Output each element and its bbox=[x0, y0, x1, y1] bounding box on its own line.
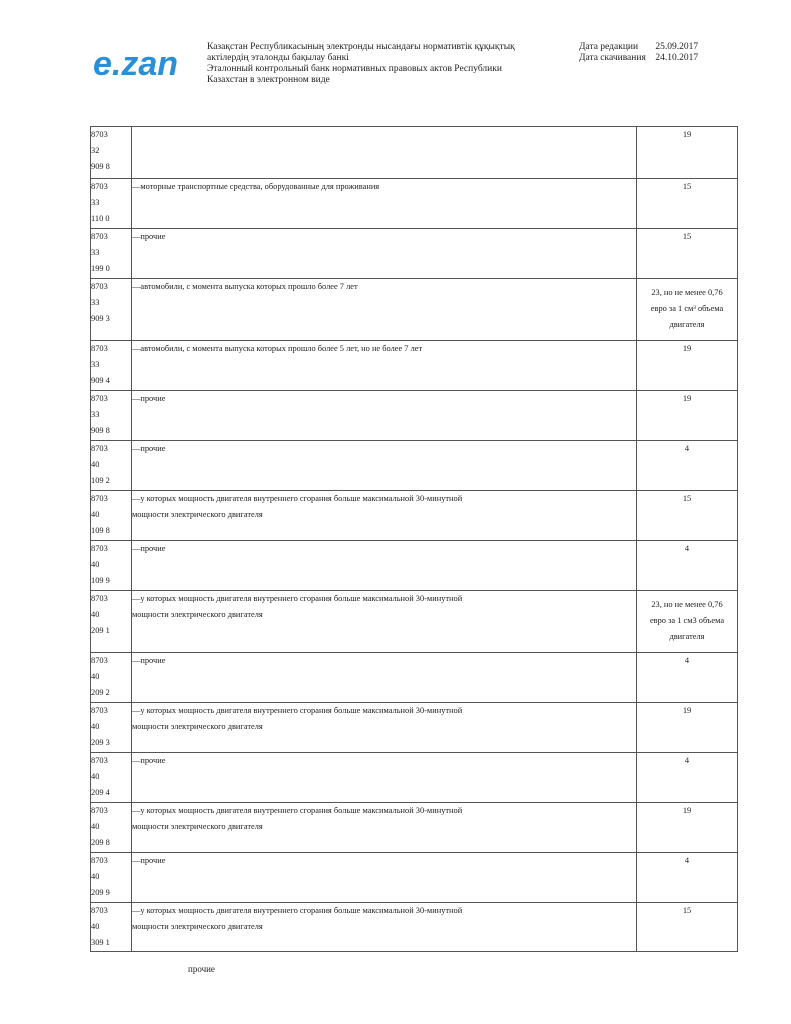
goods-description bbox=[132, 591, 637, 653]
code-part: 33 bbox=[91, 198, 100, 207]
code-part: 109 8 bbox=[91, 526, 110, 535]
header-line: Казақстан Республикасының электронды нысандағы нормативтік құқықтық bbox=[207, 42, 515, 52]
code-part: 8703 bbox=[91, 594, 108, 603]
code-part: 199 0 bbox=[91, 264, 110, 273]
code-part: 33 bbox=[91, 298, 100, 307]
table-row bbox=[91, 803, 738, 853]
code-part: 309 1 bbox=[91, 938, 110, 947]
duty-rate bbox=[637, 903, 738, 952]
duty-rate bbox=[637, 541, 738, 591]
rate-line: 15 bbox=[682, 906, 692, 915]
description-line: —автомобили, с момента выпуска которых прошло более 7 лет bbox=[132, 282, 358, 291]
tnved-code bbox=[91, 753, 132, 803]
footer-text: прочие bbox=[188, 964, 215, 974]
table-row bbox=[91, 229, 738, 279]
code-part: 40 bbox=[91, 672, 100, 681]
code-part: 209 4 bbox=[91, 788, 110, 797]
header-line: Казахстан в электронном виде bbox=[207, 75, 330, 85]
download-date-row bbox=[579, 53, 698, 64]
download-date-label: Дата скачивания bbox=[579, 53, 646, 63]
tnved-code bbox=[91, 853, 132, 903]
tnved-code bbox=[91, 127, 132, 179]
code-part: 109 2 bbox=[91, 476, 110, 485]
description-line: —прочие bbox=[132, 656, 166, 665]
code-part: 40 bbox=[91, 460, 100, 469]
rate-line: 15 bbox=[682, 182, 692, 191]
duty-rate bbox=[637, 179, 738, 229]
description-line: мощности электрического двигателя bbox=[132, 510, 263, 519]
tnved-code bbox=[91, 591, 132, 653]
code-part: 40 bbox=[91, 922, 100, 931]
description-line: —у которых мощность двигателя внутреннего сгорания больше максимальной 30-минутной bbox=[132, 706, 463, 715]
rate-line: двигателя bbox=[669, 320, 705, 329]
duty-rate bbox=[637, 491, 738, 541]
rate-line: 4 bbox=[684, 544, 690, 553]
tnved-code bbox=[91, 903, 132, 952]
code-part: 33 bbox=[91, 248, 100, 257]
code-part: 33 bbox=[91, 360, 100, 369]
code-part: 8703 bbox=[91, 756, 108, 765]
code-part: 110 0 bbox=[91, 214, 110, 223]
header-line: Эталонный контрольный банк нормативных правовых актов Республики bbox=[207, 64, 502, 74]
table-row bbox=[91, 903, 738, 952]
header-dates bbox=[579, 42, 698, 64]
duty-rate bbox=[637, 653, 738, 703]
code-part: 209 1 bbox=[91, 626, 110, 635]
table-row bbox=[91, 179, 738, 229]
tnved-code bbox=[91, 803, 132, 853]
edit-date-value: 25.09.2017 bbox=[655, 42, 699, 52]
code-part: 909 3 bbox=[91, 314, 110, 323]
goods-description bbox=[132, 703, 637, 753]
rate-line: 15 bbox=[682, 494, 692, 503]
description-line: —прочие bbox=[132, 444, 166, 453]
goods-description bbox=[132, 127, 637, 179]
code-part: 8703 bbox=[91, 806, 108, 815]
description-line: —прочие bbox=[132, 544, 166, 553]
code-part: 209 9 bbox=[91, 888, 110, 897]
goods-description bbox=[132, 229, 637, 279]
download-date-value: 24.10.2017 bbox=[655, 53, 699, 63]
code-part: 40 bbox=[91, 772, 100, 781]
rate-line: 19 bbox=[682, 806, 692, 815]
duty-rate bbox=[637, 753, 738, 803]
rate-line: 4 bbox=[684, 656, 690, 665]
tariff-table bbox=[90, 126, 738, 952]
code-part: 40 bbox=[91, 722, 100, 731]
table-row bbox=[91, 853, 738, 903]
tnved-code bbox=[91, 341, 132, 391]
rate-line: 4 bbox=[684, 444, 690, 453]
code-part: 40 bbox=[91, 822, 100, 831]
duty-rate bbox=[637, 341, 738, 391]
table-row bbox=[91, 653, 738, 703]
goods-description bbox=[132, 541, 637, 591]
ezan-logo: e.zan bbox=[93, 45, 179, 83]
table-row bbox=[91, 591, 738, 653]
rate-line: евро за 1 см3 объема bbox=[649, 616, 725, 625]
rate-line: 19 bbox=[682, 344, 692, 353]
goods-description bbox=[132, 441, 637, 491]
table-row bbox=[91, 279, 738, 341]
code-part: 909 8 bbox=[91, 426, 110, 435]
code-part: 8703 bbox=[91, 344, 108, 353]
code-part: 109 9 bbox=[91, 576, 110, 585]
duty-rate bbox=[637, 803, 738, 853]
code-part: 8703 bbox=[91, 182, 108, 191]
code-part: 8703 bbox=[91, 656, 108, 665]
rate-line: 19 bbox=[682, 706, 692, 715]
rate-line: 4 bbox=[684, 756, 690, 765]
edit-date-label: Дата редакции bbox=[579, 42, 639, 52]
rate-line: 19 bbox=[682, 130, 692, 139]
duty-rate bbox=[637, 127, 738, 179]
goods-description bbox=[132, 903, 637, 952]
rate-line: 4 bbox=[684, 856, 690, 865]
code-part: 8703 bbox=[91, 130, 108, 139]
description-line: —прочие bbox=[132, 394, 166, 403]
table-row bbox=[91, 441, 738, 491]
description-line: —прочие bbox=[132, 756, 166, 765]
header-line: актілердің эталонды бақылау банкі bbox=[207, 53, 349, 63]
code-part: 40 bbox=[91, 872, 100, 881]
table-row bbox=[91, 127, 738, 179]
goods-description bbox=[132, 653, 637, 703]
rate-line: 23, но не менее 0,76 bbox=[651, 288, 723, 297]
duty-rate bbox=[637, 591, 738, 653]
code-part: 32 bbox=[91, 146, 100, 155]
description-line: мощности электрического двигателя bbox=[132, 822, 263, 831]
table-row bbox=[91, 491, 738, 541]
description-line: мощности электрического двигателя bbox=[132, 722, 263, 731]
tnved-code bbox=[91, 441, 132, 491]
duty-rate bbox=[637, 279, 738, 341]
duty-rate bbox=[637, 703, 738, 753]
tnved-code bbox=[91, 279, 132, 341]
code-part: 8703 bbox=[91, 906, 108, 915]
code-part: 40 bbox=[91, 560, 100, 569]
tnved-code bbox=[91, 541, 132, 591]
description-line: —у которых мощность двигателя внутреннего сгорания больше максимальной 30-минутной bbox=[132, 494, 463, 503]
code-part: 8703 bbox=[91, 494, 108, 503]
tnved-code bbox=[91, 229, 132, 279]
goods-description bbox=[132, 391, 637, 441]
table-row bbox=[91, 541, 738, 591]
code-part: 8703 bbox=[91, 856, 108, 865]
duty-rate bbox=[637, 229, 738, 279]
header-title bbox=[207, 42, 567, 86]
tnved-code bbox=[91, 179, 132, 229]
code-part: 8703 bbox=[91, 444, 108, 453]
code-part: 40 bbox=[91, 610, 100, 619]
code-part: 33 bbox=[91, 410, 100, 419]
table-row bbox=[91, 391, 738, 441]
duty-rate bbox=[637, 853, 738, 903]
table-row bbox=[91, 753, 738, 803]
code-part: 209 3 bbox=[91, 738, 110, 747]
code-part: 8703 bbox=[91, 232, 108, 241]
duty-rate bbox=[637, 441, 738, 491]
tnved-code bbox=[91, 491, 132, 541]
goods-description bbox=[132, 341, 637, 391]
code-part: 209 8 bbox=[91, 838, 110, 847]
description-line: мощности электрического двигателя bbox=[132, 922, 263, 931]
code-part: 8703 bbox=[91, 544, 108, 553]
description-line: —моторные транспортные средства, оборудованные для проживания bbox=[132, 182, 380, 191]
description-line: мощности электрического двигателя bbox=[132, 610, 263, 619]
table-row bbox=[91, 341, 738, 391]
rate-line: 15 bbox=[682, 232, 692, 241]
code-part: 909 8 bbox=[91, 162, 110, 171]
duty-rate bbox=[637, 391, 738, 441]
rate-line: евро за 1 см³ объема bbox=[650, 304, 724, 313]
code-part: 209 2 bbox=[91, 688, 110, 697]
code-part: 8703 bbox=[91, 282, 108, 291]
description-line: —у которых мощность двигателя внутреннего сгорания больше максимальной 30-минутной bbox=[132, 806, 463, 815]
code-part: 909 4 bbox=[91, 376, 110, 385]
goods-description bbox=[132, 491, 637, 541]
tnved-code bbox=[91, 391, 132, 441]
code-part: 8703 bbox=[91, 394, 108, 403]
rate-line: двигателя bbox=[669, 632, 705, 641]
description-line: —автомобили, с момента выпуска которых прошло более 5 лет, но не более 7 лет bbox=[132, 344, 423, 353]
goods-description bbox=[132, 179, 637, 229]
goods-description bbox=[132, 753, 637, 803]
goods-description bbox=[132, 853, 637, 903]
tariff-table-body bbox=[91, 127, 738, 952]
table-row bbox=[91, 703, 738, 753]
rate-line: 19 bbox=[682, 394, 692, 403]
goods-description bbox=[132, 279, 637, 341]
description-line: —у которых мощность двигателя внутреннего сгорания больше максимальной 30-минутной bbox=[132, 906, 463, 915]
tnved-code bbox=[91, 703, 132, 753]
goods-description bbox=[132, 803, 637, 853]
description-line: —у которых мощность двигателя внутреннего сгорания больше максимальной 30-минутной bbox=[132, 594, 463, 603]
code-part: 8703 bbox=[91, 706, 108, 715]
description-line: —прочие bbox=[132, 232, 166, 241]
code-part: 40 bbox=[91, 510, 100, 519]
edit-date-row bbox=[579, 42, 698, 53]
rate-line: 23, но не менее 0,76 bbox=[651, 600, 723, 609]
tnved-code bbox=[91, 653, 132, 703]
description-line: —прочие bbox=[132, 856, 166, 865]
